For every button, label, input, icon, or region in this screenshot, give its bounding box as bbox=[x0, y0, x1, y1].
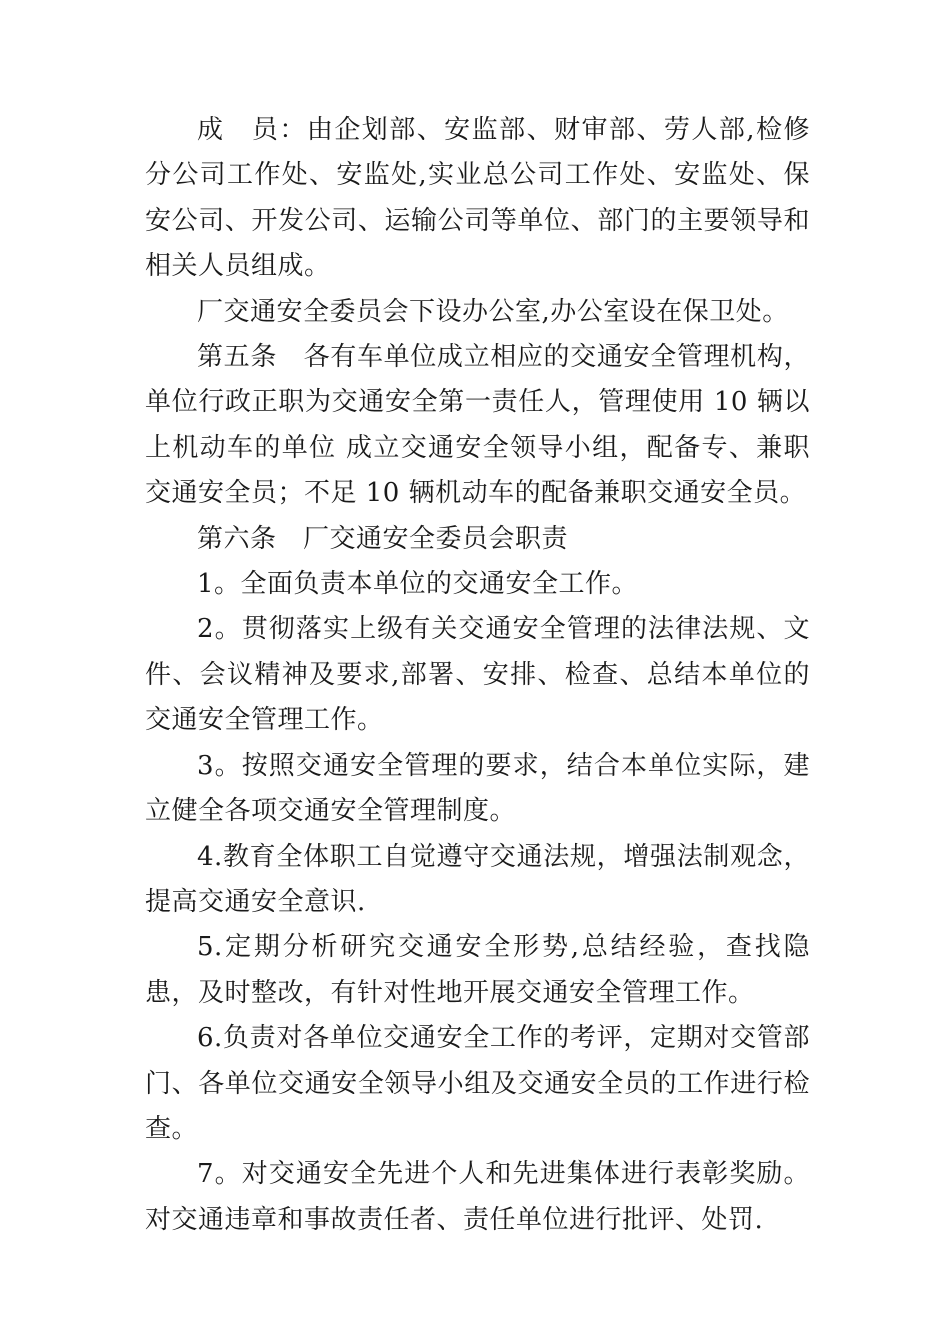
list-item: 4.教育全体职工自觉遵守交通法规，增强法制观念，提高交通安全意识. bbox=[145, 841, 810, 917]
document-body bbox=[145, 108, 810, 1243]
list-item: 6.负责对各单位交通安全工作的考评，定期对交管部门、各单位交通安全领导小组及交通安全员的工作进行检查。 bbox=[145, 1023, 810, 1144]
paragraph-office: 厂交通安全委员会下设办公室,办公室设在保卫处。 bbox=[197, 296, 789, 327]
paragraph-members: 成 员：由企划部、安监部、财审部、劳人部,检修分公司工作处、安监处,实业总公司工作处、安监处、保安公司、开发公司、运输公司等单位、部门的主要领导和相关人员组成。 bbox=[145, 115, 810, 282]
list-item: 1。全面负责本单位的交通安全工作。 bbox=[197, 569, 639, 600]
list-item: 2。贯彻落实上级有关交通安全管理的法律法规、文件、会议精神及要求,部署、安排、检查、总结本单位的交通安全管理工作。 bbox=[145, 614, 810, 736]
paragraph-article-5: 第五条 各有车单位成立相应的交通安全管理机构，单位行政正职为交通安全第一责任人，管理使用 10 辆以上机动车的单位 成立交通安全领导小组，配备专、兼职交通安全员；不足 10 辆机动车的配备兼职交通安全员。 bbox=[145, 342, 810, 509]
list-item: 7。对交通安全先进个人和先进集体进行表彰奖励。对交通违章和事故责任者、责任单位进行批评、处罚. bbox=[145, 1159, 810, 1235]
list-item: 5.定期分析研究交通安全形势,总结经验，查找隐患，及时整改，有针对性地开展交通安全管理工作。 bbox=[145, 932, 810, 1008]
list-item: 3。按照交通安全管理的要求，结合本单位实际，建立健全各项交通安全管理制度。 bbox=[145, 750, 810, 827]
paragraph-article-6-heading: 第六条 厂交通安全委员会职责 bbox=[197, 523, 569, 554]
